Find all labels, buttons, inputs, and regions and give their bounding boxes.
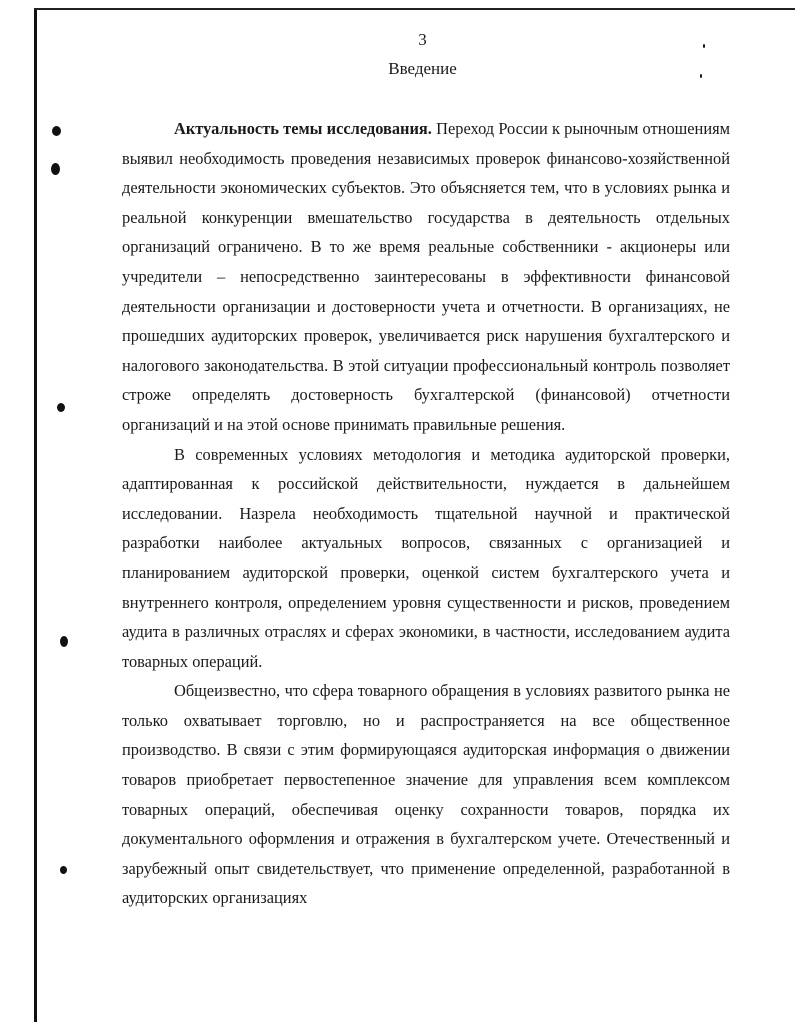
document-body (122, 114, 730, 913)
scan-speck (52, 126, 61, 136)
scan-speck (60, 866, 67, 874)
page-title: Введение (388, 59, 457, 78)
scan-speck (51, 163, 60, 175)
scan-speck (57, 403, 65, 412)
paragraph-1 (122, 114, 730, 440)
paragraph-lead-bold: Актуальность темы исследования. (174, 119, 432, 138)
scan-border-left (34, 8, 37, 1022)
scan-border-top (34, 8, 795, 10)
page-number: 3 (418, 30, 427, 49)
scan-speck (60, 636, 68, 647)
paragraph-3: Общеизвестно, что сфера товарного обращения в условиях развитого рынка не только охватывает торговлю, но и распространяется на все общественное производство. В связи с этим формирующаяся аудиторская информация о движении товаров приобретает первостепенное значение для управления всем комплексом товарных операций, обеспечивая оценку сохранности товаров, порядка их документального оформления и отражения в бухгалтерском учете. Отечественный и зарубежный опыт свидетельствует, что применение определенной, разработанной в аудиторских организациях (122, 681, 730, 908)
paragraph-1-text: Переход России к рыночным отношениям выявил необходимость проведения независимых проверок финансово-хозяйственной деятельности экономических субъектов. Это объясняется тем, что в условиях рынка и реальной конкуренции вмешательство государства в деятельность отдельных организаций ограничено. В то же время реальные собственники - акционеры или учредители – непосредственно заинтересованы в эффективности финансовой деятельности организации и достоверности учета и отчетности. В организациях, не прошедших аудиторских проверок, увеличивается риск нарушения бухгалтерского и налогового законодательства. В этой ситуации профессиональный контроль позволяет строже определять достоверность бухгалтерской (финансовой) отчетности организаций и на этой основе принимать правильные решения. (122, 119, 731, 434)
paragraph-2: В современных условиях методология и методика аудиторской проверки, адаптированная к российской действительности, нуждается в дальнейшем исследовании. Назрела необходимость тщательной научной и практической разработки наиболее актуальных вопросов, связанных с организацией и планированием аудиторской проверки, оценкой систем бухгалтерского учета и внутреннего контроля, определением уровня существенности и рисков, проведением аудита в различных отраслях и сферах экономики, в частности, исследованием аудита товарных операций. (122, 444, 730, 671)
